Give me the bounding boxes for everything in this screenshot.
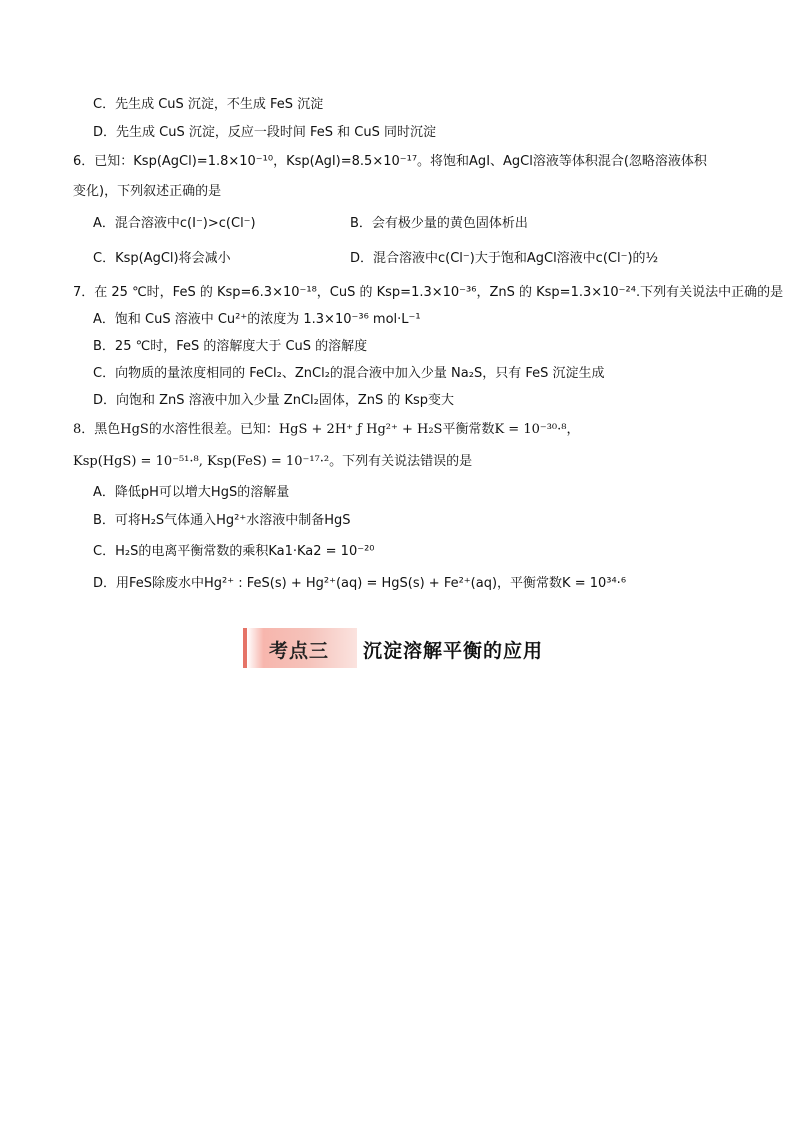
q6-option-a: A．混合溶液中c(I⁻)>c(Cl⁻) (93, 216, 256, 231)
q8-option-a: A．降低pH可以增大HgS的溶解量 (93, 485, 290, 500)
q7-option-d: D．向饱和 ZnS 溶液中加入少量 ZnCl₂固体，ZnS 的 Ksp变大 (93, 393, 455, 408)
q5-option-d: D．先生成 CuS 沉淀，反应一段时间 FeS 和 CuS 同时沉淀 (93, 125, 436, 140)
q8-option-d: D．用FeS除废水中Hg²⁺ : FeS(s) + Hg²⁺(aq) = HgS(s) + Fe²⁺(aq)，平衡常数K = 10³⁴·⁶ (93, 576, 627, 591)
q8-option-b: B．可将H₂S气体通入Hg²⁺水溶液中制备HgS (93, 513, 351, 528)
section-header (243, 628, 563, 668)
q8-option-c: C．H₂S的电离平衡常数的乘积Ka1·Ka2 = 10⁻²⁰ (93, 544, 375, 559)
section-tag (243, 628, 357, 668)
q6-stem-line1: 6．已知：Ksp(AgCl)=1.8×10⁻¹⁰，Ksp(AgI)=8.5×10⁻¹⁷。将饱和AgI、AgCl溶液等体积混合(忽略溶液体积 (73, 154, 707, 169)
q6-option-b: B．会有极少量的黄色固体析出 (350, 216, 528, 231)
q6-stem-line2: 变化)，下列叙述正确的是 (73, 184, 222, 199)
section-title: 沉淀溶解平衡的应用 (363, 640, 544, 662)
q7-option-c: C．向物质的量浓度相同的 FeCl₂、ZnCl₂的混合液中加入少量 Na₂S，只有 FeS 沉淀生成 (93, 366, 605, 381)
q7-stem: 7．在 25 ℃时，FeS 的 Ksp=6.3×10⁻¹⁸，CuS 的 Ksp=1.3×10⁻³⁶，ZnS 的 Ksp=1.3×10⁻²⁴.下列有关说法中正确的是 (73, 285, 784, 300)
q6-option-d: D．混合溶液中c(Cl⁻)大于饱和AgCl溶液中c(Cl⁻)的½ (350, 251, 659, 266)
q8-stem-line1: 8．黑色HgS的水溶性很差。已知：HgS + 2H⁺ ƒ Hg²⁺ + H₂S平衡常数K = 10⁻³⁰·⁸， (73, 422, 580, 437)
q7-option-b: B．25 ℃时，FeS 的溶解度大于 CuS 的溶解度 (93, 339, 368, 354)
q8-stem-line2: Ksp(HgS) = 10⁻⁵¹·⁸, Ksp(FeS) = 10⁻¹⁷·²。下列有关说法错误的是 (73, 454, 473, 469)
q6-option-c: C．Ksp(AgCl)将会减小 (93, 251, 231, 266)
q5-option-c: C．先生成 CuS 沉淀，不生成 FeS 沉淀 (93, 97, 324, 112)
q7-option-a: A．饱和 CuS 溶液中 Cu²⁺的浓度为 1.3×10⁻³⁶ mol·L⁻¹ (93, 312, 421, 327)
section-tag-label: 考点三 (269, 640, 330, 662)
